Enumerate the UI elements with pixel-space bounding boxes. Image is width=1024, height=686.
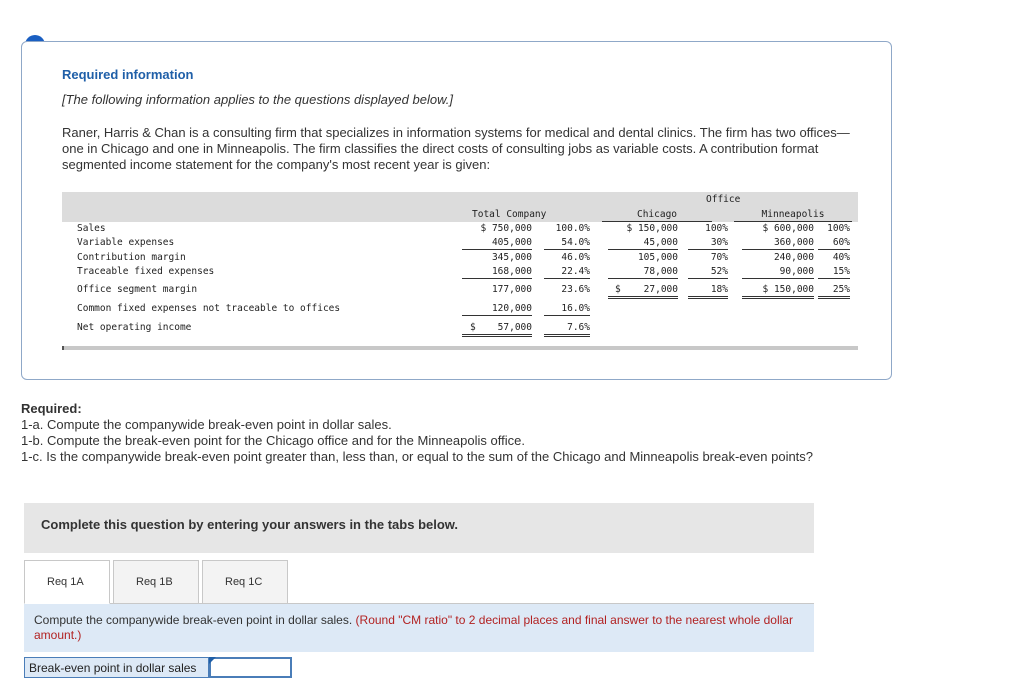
row-label-common-fixed: Common fixed expenses not traceable to offices [77, 303, 341, 314]
chicago-segment-margin: 27,000 [608, 284, 678, 299]
tab-req-1c[interactable]: Req 1C [202, 560, 288, 604]
minneapolis-sales-pct: 100% [827, 223, 850, 234]
instruction-note: (Round "CM ratio" to 2 decimal places and final answer to the nearest whole dollar amount.) [34, 613, 793, 642]
chicago-variable: 45,000 [608, 237, 678, 250]
chicago-sales-pct: 100% [705, 223, 728, 234]
total-noi: 57,000 [462, 322, 532, 337]
required-item-1a: 1-a. Compute the companywide break-even point in dollar sales. [21, 417, 392, 432]
total-company-header: Total Company [472, 209, 547, 220]
statement-scrollbar[interactable] [62, 346, 858, 350]
chicago-segment-currency: $ [615, 284, 621, 295]
chicago-traceable-pct: 52% [688, 266, 728, 279]
chicago-variable-pct: 30% [688, 237, 728, 250]
total-common-fixed-pct: 16.0% [544, 303, 590, 316]
minneapolis-cm: 240,000 [773, 252, 814, 263]
minneapolis-header: Minneapolis [734, 209, 852, 222]
total-segment-margin: 177,000 [491, 284, 532, 295]
complete-question-banner [24, 503, 814, 553]
input-flag-icon [209, 657, 216, 664]
minneapolis-variable: 360,000 [742, 237, 814, 250]
answer-label: Break-even point in dollar sales [24, 657, 209, 678]
minneapolis-traceable: 90,000 [742, 266, 814, 279]
row-label-variable-expenses: Variable expenses [77, 237, 175, 248]
break-even-dollar-sales-input[interactable] [209, 657, 292, 678]
total-variable: 405,000 [462, 237, 532, 250]
chicago-cm-pct: 70% [710, 252, 728, 263]
minneapolis-segment-margin: $ 150,000 [742, 284, 814, 299]
minneapolis-segment-margin-pct: 25% [818, 284, 850, 299]
instruction-main: Compute the companywide break-even point in dollar sales. [34, 613, 353, 627]
segmented-income-statement [62, 192, 858, 350]
total-traceable-pct: 22.4% [544, 266, 590, 279]
info-subtitle: [The following information applies to the questions displayed below.] [62, 92, 453, 107]
chicago-cm: 105,000 [637, 252, 678, 263]
info-title: Required information [62, 67, 194, 82]
required-title: Required: [21, 401, 82, 416]
row-label-segment-margin: Office segment margin [77, 284, 198, 295]
chicago-traceable: 78,000 [608, 266, 678, 279]
chicago-sales: $ 150,000 [626, 223, 678, 234]
row-label-sales: Sales [77, 223, 106, 234]
office-header: Office [706, 194, 741, 205]
total-noi-pct: 7.6% [544, 322, 590, 337]
minneapolis-variable-pct: 60% [818, 237, 850, 250]
minneapolis-traceable-pct: 15% [818, 266, 850, 279]
required-information-panel [21, 41, 892, 380]
statement-scrollbar-edge [62, 346, 64, 350]
minneapolis-cm-pct: 40% [832, 252, 850, 263]
total-noi-currency: $ [470, 322, 476, 333]
complete-question-text: Complete this question by entering your answers in the tabs below. [41, 517, 459, 532]
row-label-contribution-margin: Contribution margin [77, 252, 186, 263]
total-segment-margin-pct: 23.6% [561, 284, 590, 295]
row-label-net-operating-income: Net operating income [77, 322, 192, 333]
chicago-header: Chicago [602, 209, 712, 222]
required-item-1c: 1-c. Is the companywide break-even point greater than, less than, or equal to the sum of the Chicago and Minneapolis break-even points? [21, 449, 814, 464]
info-paragraph: Raner, Harris & Chan is a consulting firm that specializes in information systems for medical and dental clinics. The firm has two offices—one in Chicago and one in Minneapolis. The firm classifies the direct costs of consulting jobs as variable costs. A contribution format segmented income statement for the company's most recent year is given: [62, 125, 850, 172]
required-item-1b: 1-b. Compute the break-even point for the Chicago office and for the Minneapolis office. [21, 433, 525, 448]
total-sales-pct: 100.0% [555, 223, 590, 234]
total-cm-pct: 46.0% [561, 252, 590, 263]
total-variable-pct: 54.0% [544, 237, 590, 250]
tab-req-1a[interactable]: Req 1A [24, 560, 110, 604]
tab-req-1b[interactable]: Req 1B [113, 560, 199, 604]
total-traceable: 168,000 [462, 266, 532, 279]
instruction-panel [24, 604, 814, 652]
chicago-segment-margin-pct: 18% [688, 284, 728, 299]
total-sales: $ 750,000 [480, 223, 532, 234]
minneapolis-sales: $ 600,000 [762, 223, 814, 234]
row-label-traceable-fixed: Traceable fixed expenses [77, 266, 215, 277]
total-common-fixed: 120,000 [462, 303, 532, 316]
total-cm: 345,000 [491, 252, 532, 263]
